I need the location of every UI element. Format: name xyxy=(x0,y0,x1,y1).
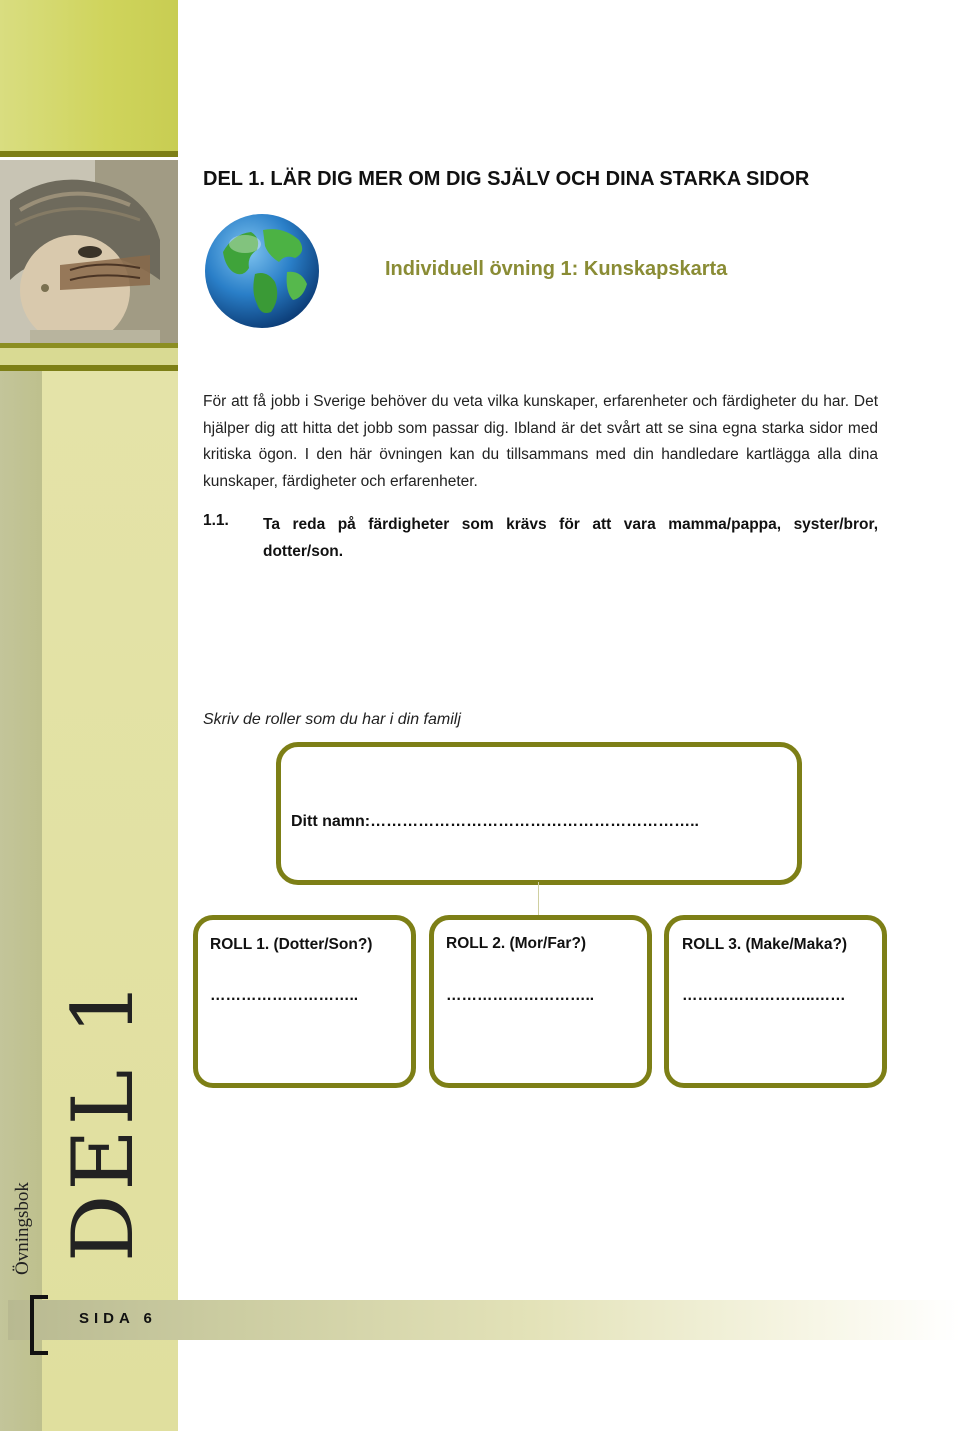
role-3-label: ROLL 3. (Make/Maka?) xyxy=(682,936,848,953)
bracket-icon xyxy=(30,1295,48,1355)
instruction-text: Skriv de roller som du har i din familj xyxy=(203,711,461,728)
exercise-task: Ta reda på färdigheter som krävs för att vara mamma/pappa, syster/bror, dotter/son. xyxy=(263,516,878,560)
role-1-label: ROLL 1. (Dotter/Son?) xyxy=(210,936,373,953)
role-1-answer[interactable]: ……………………….. xyxy=(210,987,359,1004)
sidebar-mid-band xyxy=(0,348,178,365)
role-2-label: ROLL 2. (Mor/Far?) xyxy=(446,935,587,952)
exercise-title: Individuell övning 1: Kunskapskarta xyxy=(385,258,728,280)
sidebar-top-band xyxy=(0,0,178,155)
header-photo xyxy=(0,160,178,345)
intro-paragraph: För att få jobb i Sverige behöver du veta vilka kunskaper, erfarenheter och färdigheter du har. Det hjälper dig att hitta det jobb som passar dig. Ibland är det svårt att se sina egna starka sidor med kritiska ögon. I den här övningen kan du tillsammans med din handledare kartlägga alla dina kunskaper, färdigheter och erfarenheter. xyxy=(203,393,878,490)
sidebar-right-strip xyxy=(42,371,178,1431)
book-label: Övningsbok xyxy=(12,1182,33,1275)
section-label: DEL 1 xyxy=(54,977,152,1262)
exercise-number: 1.1. xyxy=(203,512,229,529)
page-number: SIDA 6 xyxy=(79,1310,157,1327)
role-2-answer[interactable]: ……………………….. xyxy=(446,987,595,1004)
globe-icon xyxy=(203,212,321,330)
sidebar-divider xyxy=(0,151,178,157)
page-title: DEL 1. LÄR DIG MER OM DIG SJÄLV OCH DINA STARKA SIDOR xyxy=(203,168,810,190)
name-field[interactable]: Ditt namn:…………………………………………………….. xyxy=(291,813,699,830)
connector-line xyxy=(538,882,539,916)
role-3-answer[interactable]: ……………………..…… xyxy=(682,987,846,1004)
woman-henna-photo xyxy=(0,160,178,345)
